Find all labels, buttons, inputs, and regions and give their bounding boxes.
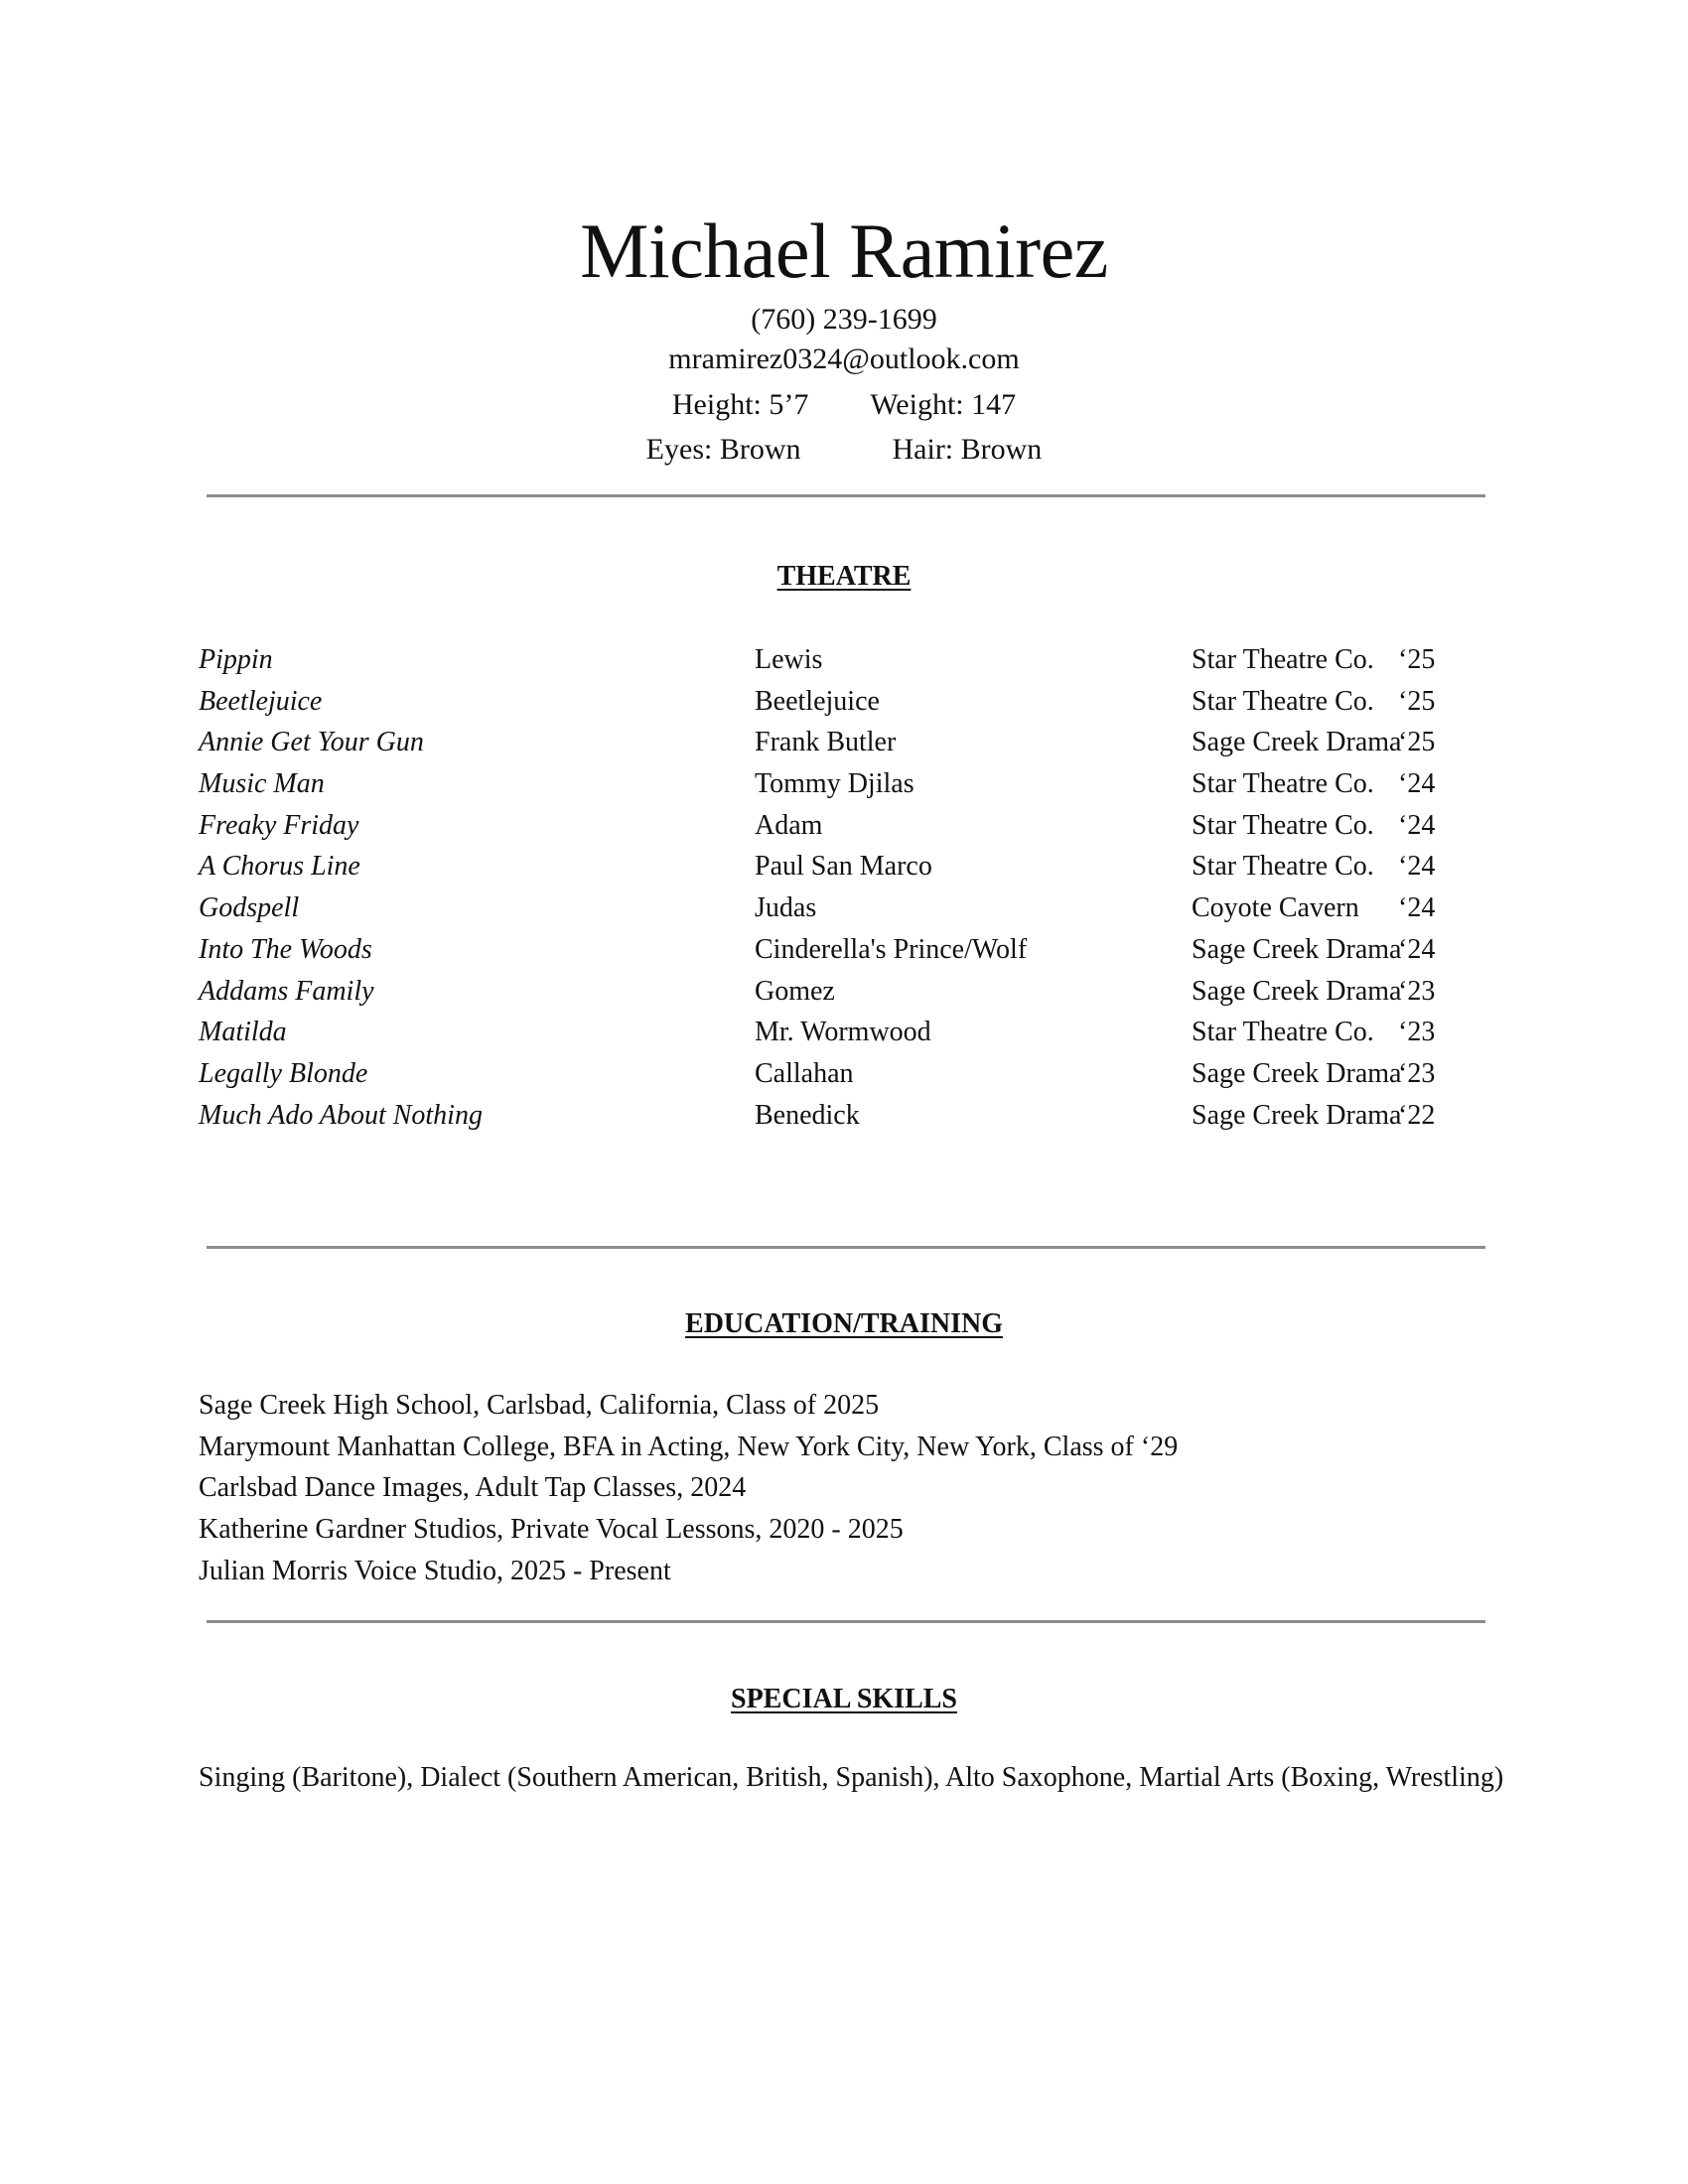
credit-company: Star Theatre Co. (1192, 685, 1374, 717)
credit-year: ‘23 (1398, 1057, 1436, 1089)
eyes-stat: Eyes: Brown (645, 433, 801, 466)
credit-year: ‘24 (1398, 933, 1436, 965)
credit-row (199, 1013, 1489, 1054)
credit-year: ‘24 (1398, 851, 1436, 883)
credit-row (199, 1096, 1489, 1138)
credit-year: ‘25 (1398, 727, 1436, 758)
header-divider (207, 494, 1485, 497)
credit-role: Paul San Marco (755, 851, 932, 883)
credit-role: Gomez (755, 975, 835, 1007)
credit-company: Star Theatre Co. (1192, 1017, 1374, 1048)
education-item: Marymount Manhattan College, BFA in Acting, New York City, New York, Class of ‘29 (199, 1431, 1179, 1462)
hair-stat: Hair: Brown (892, 433, 1043, 466)
credit-row (199, 1054, 1489, 1096)
credit-company: Sage Creek Drama (1192, 727, 1402, 758)
credit-company: Star Theatre Co. (1192, 768, 1374, 800)
actor-name: Michael Ramirez (580, 207, 1108, 294)
credit-company: Star Theatre Co. (1192, 809, 1374, 841)
education-item: Carlsbad Dance Images, Adult Tap Classes, 2024 (199, 1472, 747, 1504)
credit-row (199, 764, 1489, 806)
credit-role: Frank Butler (755, 727, 897, 758)
credit-role: Lewis (755, 644, 823, 675)
credit-show: Freaky Friday (199, 809, 359, 841)
credit-show: Pippin (199, 644, 273, 675)
credit-row (199, 972, 1489, 1014)
skills-heading: SPECIAL SKILLS (731, 1684, 957, 1714)
credit-role: Mr. Wormwood (755, 1017, 931, 1048)
credit-company: Star Theatre Co. (1192, 851, 1374, 883)
credit-role: Benedick (755, 1099, 860, 1131)
credit-show: A Chorus Line (199, 851, 360, 883)
credit-company: Sage Creek Drama (1192, 1099, 1402, 1131)
credit-show: Legally Blonde (199, 1057, 368, 1089)
credit-year: ‘25 (1398, 644, 1436, 675)
credit-company: Sage Creek Drama (1192, 1057, 1402, 1089)
credit-year: ‘23 (1398, 1017, 1436, 1048)
credit-show: Matilda (199, 1017, 287, 1048)
education-heading: EDUCATION/TRAINING (685, 1308, 1003, 1339)
height-weight-row (0, 385, 1688, 425)
credit-row (199, 888, 1489, 930)
theatre-divider (207, 1246, 1485, 1249)
credit-year: ‘24 (1398, 809, 1436, 841)
theatre-heading: THEATRE (776, 561, 912, 592)
credit-year: ‘24 (1398, 768, 1436, 800)
phone-number: (760) 239-1699 (751, 303, 937, 336)
credit-year: ‘25 (1398, 685, 1436, 717)
credit-row (199, 847, 1489, 888)
credit-show: Into The Woods (199, 933, 372, 965)
credit-show: Much Ado About Nothing (199, 1099, 483, 1131)
credit-year: ‘23 (1398, 975, 1436, 1007)
credit-row (199, 640, 1489, 682)
education-item: Julian Morris Voice Studio, 2025 - Present (199, 1555, 671, 1586)
weight-stat: Weight: 147 (870, 388, 1017, 421)
credit-year: ‘24 (1398, 892, 1436, 924)
eyes-hair-row (0, 430, 1688, 470)
credit-role: Adam (755, 809, 823, 841)
credit-row (199, 723, 1489, 764)
credit-show: Addams Family (199, 975, 374, 1007)
skills-text: Singing (Baritone), Dialect (Southern American, British, Spanish), Alto Saxophone, Martial Arts (Boxing, Wrestling) (199, 1762, 1504, 1793)
education-item: Sage Creek High School, Carlsbad, California, Class of 2025 (199, 1390, 880, 1421)
theatre-credits (199, 640, 1489, 1137)
credit-row (199, 930, 1489, 972)
education-divider (207, 1620, 1485, 1623)
credit-row (199, 806, 1489, 848)
credit-role: Beetlejuice (755, 685, 880, 717)
credit-show: Music Man (199, 768, 325, 800)
credit-show: Beetlejuice (199, 685, 323, 717)
credit-show: Annie Get Your Gun (199, 727, 424, 758)
credit-role: Tommy Djilas (755, 768, 914, 800)
credit-company: Coyote Cavern (1192, 892, 1359, 924)
education-list (199, 1386, 1489, 1592)
credit-company: Sage Creek Drama (1192, 975, 1402, 1007)
email-address: mramirez0324@outlook.com (668, 342, 1020, 375)
height-stat: Height: 5’7 (671, 388, 809, 421)
credit-company: Sage Creek Drama (1192, 933, 1402, 965)
credit-company: Star Theatre Co. (1192, 644, 1374, 675)
credit-role: Callahan (755, 1057, 854, 1089)
credit-role: Judas (755, 892, 817, 924)
credit-show: Godspell (199, 892, 300, 924)
credit-row (199, 682, 1489, 724)
credit-year: ‘22 (1398, 1099, 1436, 1131)
education-item: Katherine Gardner Studios, Private Vocal Lessons, 2020 - 2025 (199, 1514, 904, 1546)
credit-role: Cinderella's Prince/Wolf (755, 933, 1028, 965)
